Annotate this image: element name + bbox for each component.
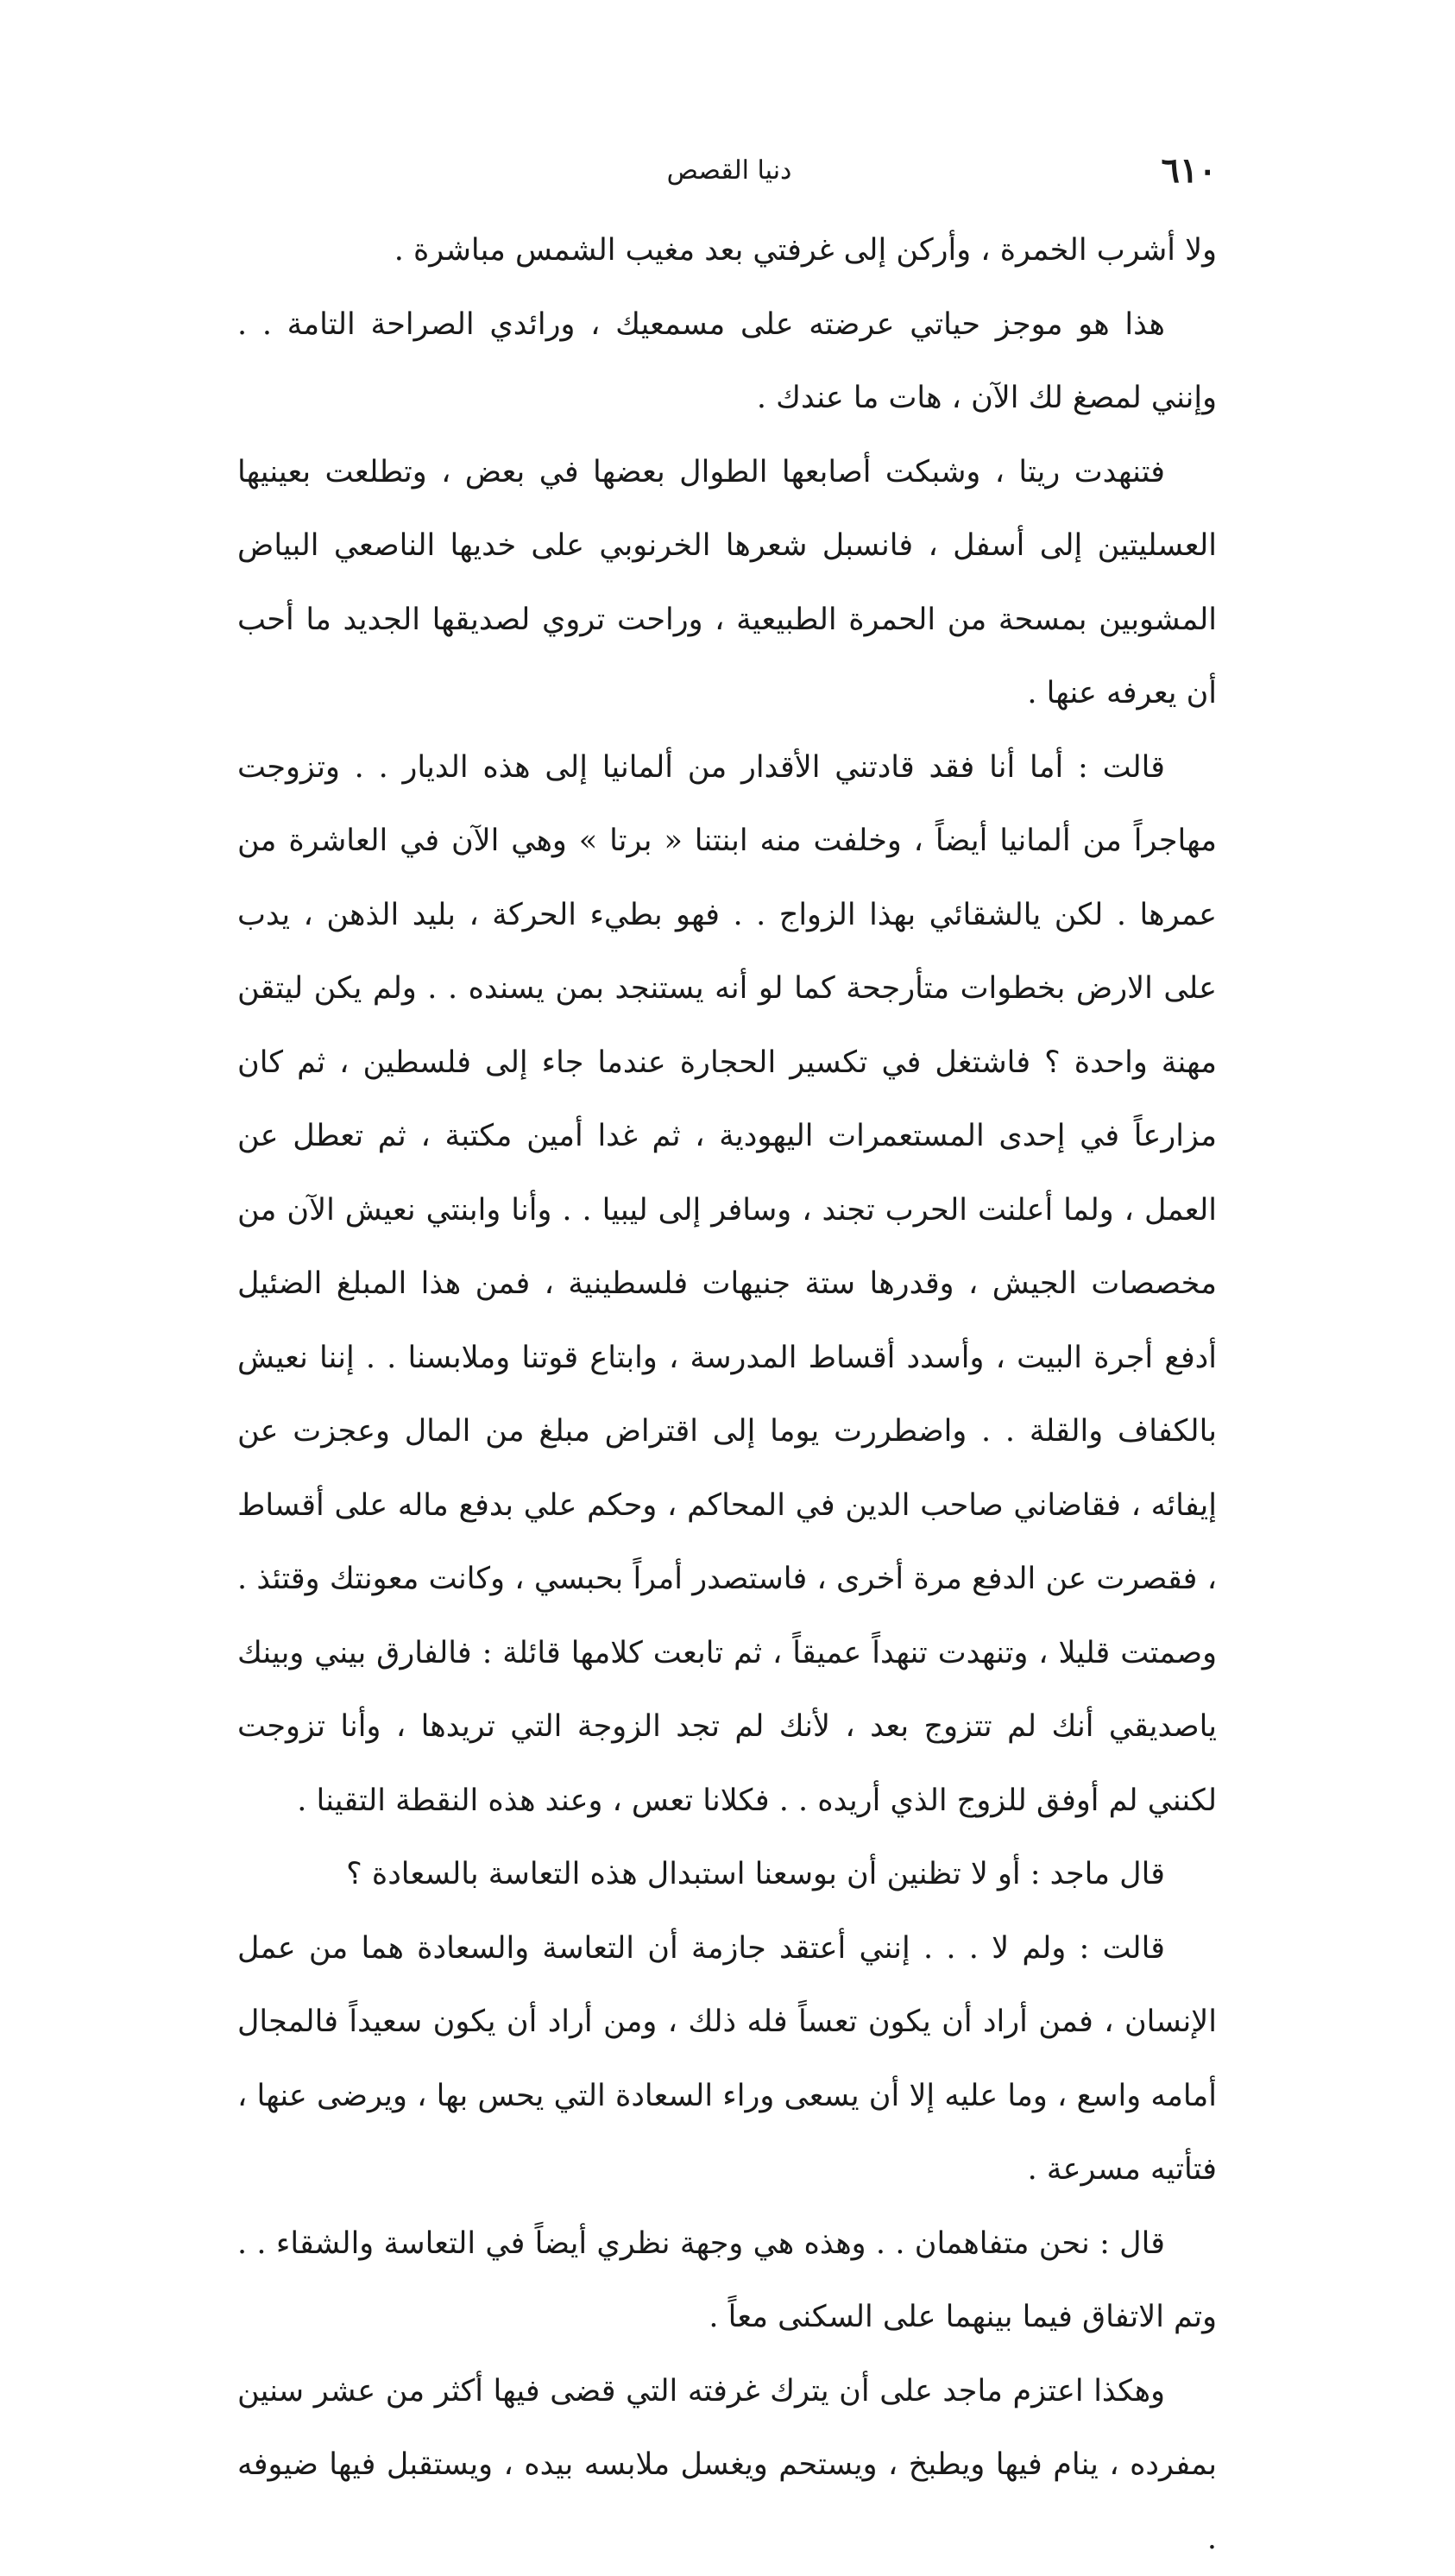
paragraph: قال ماجد : أو لا تظنين أن بوسعنا استبدال هذه التعاسة بالسعادة ؟ (237, 1838, 1217, 1912)
page-header (242, 145, 1217, 197)
paragraph: ولا أشرب الخمرة ، وأركن إلى غرفتي بعد مغيب الشمس مباشرة . (237, 214, 1217, 288)
paragraph: هذا هو موجز حياتي عرضته على مسمعيك ، ورائدي الصراحة التامة . . وإنني لمصغ لك الآن ، هات ما عندك . (237, 288, 1217, 436)
paragraph: قالت : ولم لا . . . إنني أعتقد جازمة أن التعاسة والسعادة هما من عمل الإنسان ، فمن أراد أن يكون تعساً فله ذلك ، ومن أراد أن يكون سعيداً فالمجال أمامه واسع ، وما عليه إلا أن يسعى وراء السعادة التي يحس بها ، ويرضى عنها ، فتأتيه مسرعة . (237, 1912, 1217, 2207)
page-number: ٦١٠ (1162, 145, 1217, 197)
paragraph: قال : نحن متفاهمان . . وهذه هي وجهة نظري أيضاً في التعاسة والشقاء . . وتم الاتفاق فيما بينهما على السكنى معاً . (237, 2207, 1217, 2355)
paragraph: وهكذا اعتزم ماجد على أن يترك غرفته التي قضى فيها أكثر من عشر سنين بمفرده ، ينام فيها ويطبخ ، ويستحم ويغسل ملابسه بيده ، ويستقبل فيها ضيوفه . (237, 2355, 1217, 2576)
running-title: دنيا القصص (242, 145, 1217, 197)
paragraph: قالت : أما أنا فقد قادتني الأقدار من ألمانيا إلى هذه الديار . . وتزوجت مهاجراً من ألمانيا أيضاً ، وخلفت منه ابنتنا « برتا » وهي الآن في العاشرة من عمرها . لكن يالشقائي بهذا الزواج . . فهو بطيء الحركة ، بليد الذهن ، يدب على الارض بخطوات متأرجحة كما لو أنه يستنجد بمن يسنده . . ولم يكن ليتقن مهنة واحدة ؟ فاشتغل في تكسير الحجارة عندما جاء إلى فلسطين ، ثم كان مزارعاً في إحدى المستعمرات اليهودية ، ثم غدا أمين مكتبة ، ثم تعطل عن العمل ، ولما أعلنت الحرب تجند ، وسافر إلى ليبيا . . وأنا وابنتي نعيش الآن من مخصصات الجيش ، وقدرها ستة جنيهات فلسطينية ، فمن هذا المبلغ الضئيل أدفع أجرة البيت ، وأسدد أقساط المدرسة ، وابتاع قوتنا وملابسنا . . إننا نعيش بالكفاف والقلة . . واضطررت يوما إلى اقتراض مبلغ من المال وعجزت عن إيفائه ، فقاضاني صاحب الدين في المحاكم ، وحكم علي بدفع ماله على أقساط ، فقصرت عن الدفع مرة أخرى ، فاستصدر أمراً بحبسي ، وكانت معونتك وقتئذ . وصمتت قليلا ، وتنهدت تنهداً عميقاً ، ثم تابعت كلامها قائلة : فالفارق بيني وبينك ياصديقي أنك لم تتزوج بعد ، لأنك لم تجد الزوجة التي تريدها ، وأنا تزوجت لكنني لم أوفق للزوج الذي أريده . . فكلانا تعس ، وعند هذه النقطة التقينا . (237, 731, 1217, 1839)
body-text (237, 214, 1217, 2576)
paragraph: فتنهدت ريتا ، وشبكت أصابعها الطوال بعضها في بعض ، وتطلعت بعينيها العسليتين إلى أسفل ، فانسبل شعرها الخرنوبي على خديها الناصعي البياض المشوبين بمسحة من الحمرة الطبيعية ، وراحت تروي لصديقها الجديد ما أحب أن يعرفه عنها . (237, 436, 1217, 731)
